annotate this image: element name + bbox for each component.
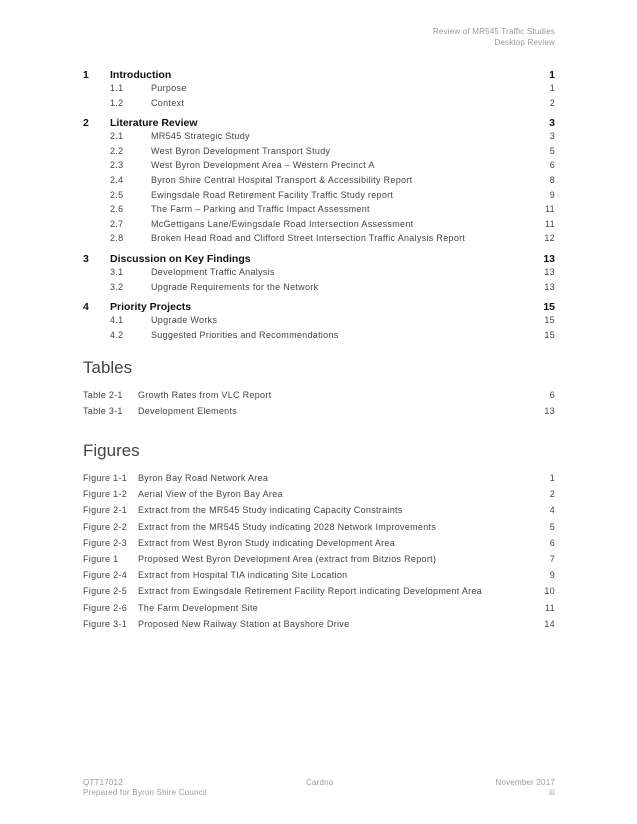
- figure-entry[interactable]: [83, 487, 555, 503]
- list-of-figures: [83, 471, 555, 633]
- table-title: Growth Rates from VLC Report: [138, 390, 272, 400]
- toc-subsection-entry[interactable]: [83, 159, 555, 174]
- toc-subsection-entry[interactable]: [83, 232, 555, 247]
- figure-title: Extract from the MR545 Study indicating Capacity Constraints: [138, 505, 403, 516]
- toc-section-title: Priority Projects: [110, 301, 192, 314]
- figure-label: Figure 2-6: [83, 602, 128, 613]
- tables-heading: Tables: [83, 358, 133, 377]
- header-subtitle: Desktop Review: [494, 38, 555, 47]
- figure-label: Figure 2-4: [83, 570, 128, 581]
- toc-section-entry[interactable]: [83, 250, 555, 266]
- table-page: 13: [544, 406, 555, 417]
- footer-date: November 2017: [495, 778, 555, 787]
- table-label: Table 3-1: [83, 406, 123, 417]
- toc-subsection-number: 2.7: [110, 218, 124, 229]
- figure-entry[interactable]: [83, 471, 555, 487]
- toc-subsection-title: Broken Head Road and Clifford Street Intersection Traffic Analysis Report: [151, 233, 466, 244]
- figures-heading: Figures: [83, 441, 140, 460]
- toc-subsection-title: West Byron Development Transport Study: [151, 145, 331, 156]
- figure-page: 5: [549, 521, 555, 532]
- toc-section-number: 2: [83, 117, 89, 130]
- toc-subsection-page: 13: [544, 266, 555, 277]
- figure-title: Extract from Ewingsdale Retirement Facility Report indicating Development Area: [138, 586, 483, 597]
- figure-page: 6: [549, 537, 555, 548]
- figure-page: 7: [549, 553, 555, 564]
- toc-section-page: 15: [543, 301, 555, 314]
- list-of-tables: [83, 388, 555, 420]
- toc-subsection-title: West Byron Development Area – Western Precinct A: [151, 160, 375, 171]
- toc-section-page: 13: [543, 252, 555, 265]
- toc-subsection-entry[interactable]: [83, 329, 555, 344]
- toc-subsection-entry[interactable]: [83, 82, 555, 97]
- toc-subsection-page: 8: [549, 174, 555, 185]
- figure-entry[interactable]: [83, 552, 555, 568]
- table-page: 6: [549, 390, 555, 400]
- running-header: [433, 26, 555, 48]
- toc-subsection-entry[interactable]: [83, 145, 555, 160]
- toc-subsection-number: 1.2: [110, 97, 124, 108]
- toc-subsection-page: 6: [549, 160, 555, 171]
- toc-subsection-title: Purpose: [151, 83, 187, 93]
- toc-subsection-entry[interactable]: [83, 97, 555, 112]
- figure-label: Figure 2-1: [83, 505, 128, 516]
- figure-page: 4: [549, 505, 555, 516]
- toc-subsection-title: McGettigans Lane/Ewingsdale Road Intersection Assessment: [151, 218, 414, 229]
- figure-page: 11: [545, 602, 555, 613]
- toc-subsection-number: 2.3: [110, 160, 124, 171]
- toc-subsection-title: Context: [151, 97, 185, 108]
- toc-section-entry[interactable]: [83, 298, 555, 314]
- toc-section-entry[interactable]: [83, 66, 555, 82]
- header-title: Review of MR545 Traffic Studies: [432, 27, 555, 36]
- toc-subsection-number: 3.2: [110, 281, 124, 292]
- toc-subsection-title: The Farm – Parking and Traffic Impact Assessment: [151, 204, 370, 215]
- toc-subsection-number: 2.8: [110, 233, 124, 244]
- table-entry[interactable]: [83, 404, 555, 420]
- table-of-contents: [83, 66, 555, 343]
- figure-entry[interactable]: [83, 584, 555, 600]
- footer-prepared-for: Prepared for Byron Shire Council: [83, 788, 207, 797]
- toc-subsection-number: 4.1: [110, 315, 124, 326]
- figure-title: Extract from the MR545 Study indicating 2028 Network Improvements: [138, 521, 437, 532]
- toc-section-title: Discussion on Key Findings: [110, 252, 251, 265]
- toc-subsection-title: Development Traffic Analysis: [151, 266, 275, 277]
- toc-section-title: Introduction: [110, 69, 172, 81]
- figure-entry[interactable]: [83, 601, 555, 617]
- toc-subsection-page: 11: [545, 218, 555, 229]
- toc-subsection-entry[interactable]: [83, 314, 555, 329]
- toc-section-page: 3: [549, 117, 555, 130]
- toc-subsection-page: 1: [549, 83, 555, 93]
- toc-subsection-number: 1.1: [110, 83, 124, 93]
- table-entry[interactable]: [83, 388, 555, 404]
- toc-section-number: 4: [83, 301, 89, 314]
- toc-subsection-number: 2.5: [110, 189, 124, 200]
- toc-subsection-entry[interactable]: [83, 266, 555, 281]
- toc-subsection-page: 3: [549, 131, 555, 142]
- toc-subsection-title: Byron Shire Central Hospital Transport & Accessibility Report: [151, 174, 413, 185]
- figure-title: Byron Bay Road Network Area: [138, 473, 269, 483]
- toc-subsection-entry[interactable]: [83, 189, 555, 204]
- toc-subsection-title: MR545 Strategic Study: [151, 131, 250, 142]
- table-label: Table 2-1: [83, 390, 123, 400]
- figure-label: Figure 1-2: [83, 489, 128, 500]
- toc-subsection-entry[interactable]: [83, 281, 555, 296]
- toc-subsection-number: 2.4: [110, 174, 124, 185]
- toc-subsection-page: 2: [549, 97, 555, 108]
- toc-section-page: 1: [549, 69, 555, 81]
- toc-subsection-page: 15: [544, 315, 555, 326]
- toc-subsection-title: Upgrade Works: [151, 315, 218, 326]
- toc-subsection-entry[interactable]: [83, 130, 555, 145]
- toc-subsection-number: 4.2: [110, 329, 124, 340]
- figure-label: Figure 2-3: [83, 537, 128, 548]
- figure-label: Figure 1-1: [83, 473, 128, 483]
- table-title: Development Elements: [138, 406, 238, 417]
- toc-subsection-page: 9: [549, 189, 555, 200]
- toc-subsection-number: 3.1: [110, 266, 124, 277]
- figure-label: Figure 2-2: [83, 521, 128, 532]
- figure-title: The Farm Development Site: [138, 602, 259, 613]
- figure-title: Aerial View of the Byron Bay Area: [138, 489, 283, 500]
- toc-subsection-page: 13: [544, 281, 555, 292]
- figure-page: 2: [549, 489, 555, 500]
- figure-label: Figure 2-5: [83, 586, 128, 597]
- figure-page: 9: [549, 570, 555, 581]
- figure-page: 10: [544, 586, 555, 597]
- toc-section-number: 1: [83, 69, 89, 81]
- figure-title: Extract from Hospital TIA indicating Site Location: [138, 570, 348, 581]
- toc-subsection-number: 2.6: [110, 204, 124, 215]
- toc-subsection-title: Ewingsdale Road Retirement Facility Traffic Study report: [151, 189, 394, 200]
- figure-title: Extract from West Byron Study indicating Development Area: [138, 537, 396, 548]
- toc-subsection-entry[interactable]: [83, 218, 555, 233]
- figure-entry[interactable]: [83, 520, 555, 536]
- toc-subsection-page: 15: [544, 329, 555, 340]
- figure-page: 1: [549, 473, 555, 483]
- figure-entry[interactable]: [83, 617, 555, 633]
- toc-subsection-page: 11: [545, 204, 555, 215]
- footer-doc-id: QTT17012: [83, 778, 123, 787]
- toc-subsection-page: 5: [549, 145, 555, 156]
- figure-title: Proposed West Byron Development Area (extract from Bitzios Report): [138, 553, 437, 564]
- figure-entry[interactable]: [83, 568, 555, 584]
- toc-subsection-entry[interactable]: [83, 174, 555, 189]
- toc-section-entry[interactable]: [83, 114, 555, 130]
- toc-section-title: Literature Review: [110, 117, 198, 130]
- toc-subsection-number: 2.1: [110, 131, 124, 142]
- figure-page: 14: [544, 618, 555, 629]
- toc-subsection-title: Suggested Priorities and Recommendations: [151, 329, 339, 340]
- toc-subsection-entry[interactable]: [83, 203, 555, 218]
- figure-label: Figure 1: [83, 553, 119, 564]
- figure-title: Proposed New Railway Station at Bayshore Drive: [138, 618, 350, 629]
- footer-company: Cardno: [306, 778, 334, 787]
- figure-label: Figure 3-1: [83, 618, 128, 629]
- footer-page-number: iii: [549, 788, 555, 797]
- toc-subsection-title: Upgrade Requirements for the Network: [151, 281, 319, 292]
- figure-entry[interactable]: [83, 536, 555, 552]
- figure-entry[interactable]: [83, 503, 555, 519]
- toc-subsection-number: 2.2: [110, 145, 124, 156]
- toc-section-number: 3: [83, 252, 89, 265]
- toc-subsection-page: 12: [544, 233, 555, 244]
